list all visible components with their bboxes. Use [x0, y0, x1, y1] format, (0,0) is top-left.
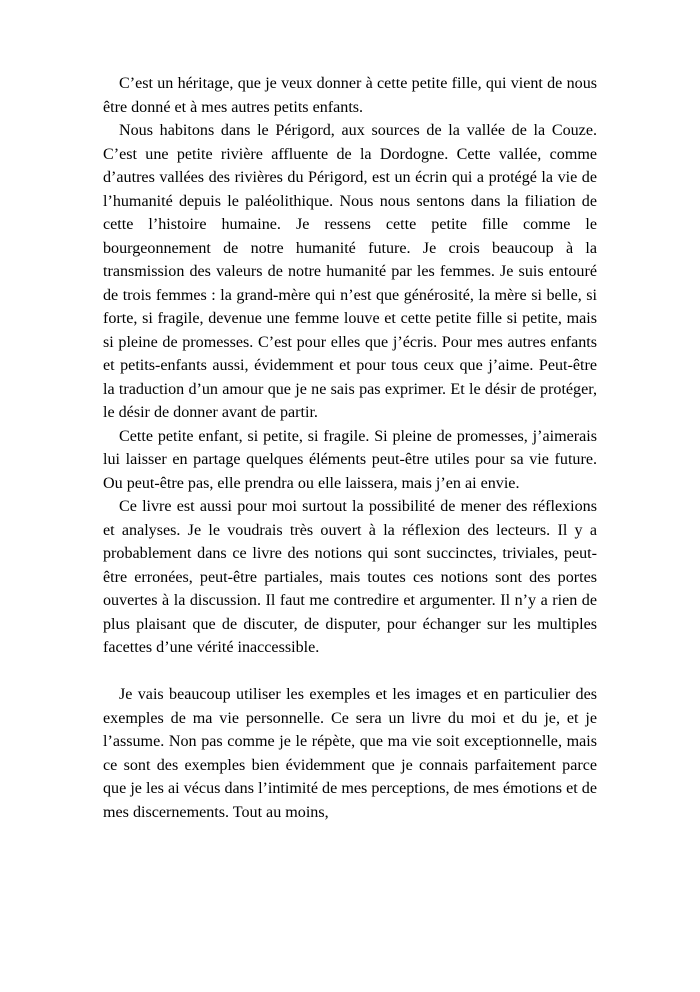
paragraph-heritage: C’est un héritage, que je veux donner à cette petite fille, qui vient de nous être donné et à mes autres petits enfants.: [103, 75, 597, 116]
body-text-column: [103, 72, 597, 824]
paragraph-perigord: Nous habitons dans le Périgord, aux sources de la vallée de la Couze. C’est une petite rivière affluente de la Dordogne. Cette vallée, comme d’autres vallées des rivières du Périgord, est un écrin qui a protégé la vie de l’humanité depuis le paléolithique. Nous nous sentons dans la filiation de cette l’histoire humaine. Je ressens cette petite fille comme le bourgeonnement de notre humanité future. Je crois beaucoup à la transmission des valeurs de notre humanité par les femmes. Je suis entouré de trois femmes : la grand-mère qui n’est que générosité, la mère si belle, si forte, si fragile, devenue une femme louve et cette petite fille si petite, mais si pleine de promesses. C’est pour elles que j’écris. Pour mes autres enfants et petits-enfants aussi, évidemment et pour tous ceux que j’aime. Peut-être la traduction d’un amour que je ne sais pas exprimer. Et le désir de protéger, le désir de donner avant de partir.: [103, 122, 597, 421]
paragraph-ce-livre: Ce livre est aussi pour moi surtout la possibilité de mener des réflexions et analyses. Je le voudrais très ouvert à la réflexion des lecteurs. Il y a probablement dans ce livre des notions qui sont succinctes, triviales, peut-être erronées, peut-être partiales, mais toutes ces notions sont des portes ouvertes à la discussion. Il faut me contredire et argumenter. Il n’y a rien de plus plaisant que de discuter, de disputer, pour échanger sur les multiples facettes d’une vérité inaccessible.: [103, 498, 597, 656]
paragraph-petite-enfant: Cette petite enfant, si petite, si fragile. Si pleine de promesses, j’aimerais lui laisser en partage quelques éléments peut-être utiles pour sa vie future. Ou peut-être pas, elle prendra ou elle laissera, mais j’en ai envie.: [103, 427, 597, 492]
paragraph-je-vais: Je vais beaucoup utiliser les exemples et les images et en particulier des exemples de ma vie personnelle. Ce sera un livre du moi et du je, et je l’assume. Non pas comme je le répète, que ma vie soit exceptionnelle, mais ce sont des exemples bien évidemment que je connais parfaitement parce que je les ai vécus dans l’intimité de mes perceptions, de mes émotions et de mes discernements. Tout au moins,: [103, 686, 597, 821]
